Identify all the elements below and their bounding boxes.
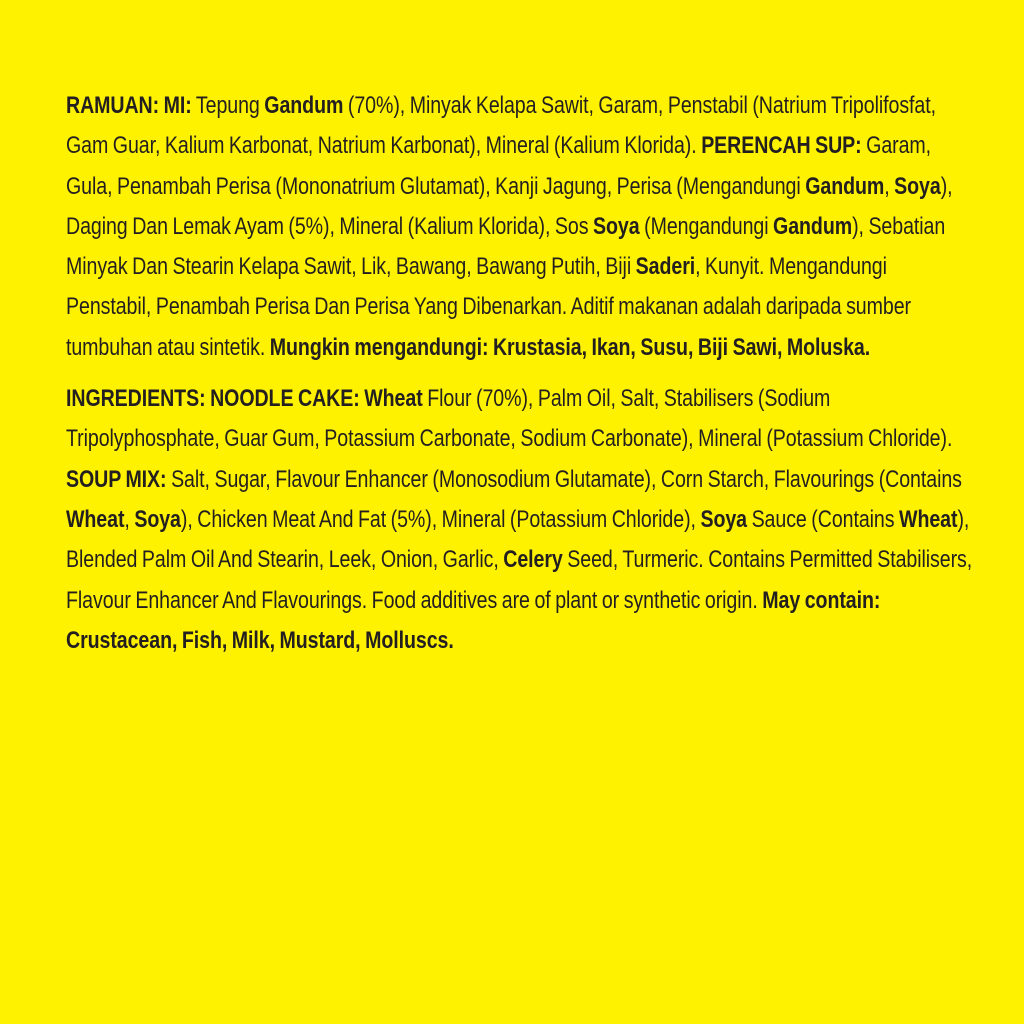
text-segment: Tepung [191, 92, 265, 119]
may-contain-warning-en: May contain: Crustacean, Fish, Milk, Mustard, Molluscs. [66, 586, 881, 654]
text-segment: Seed, Turmeric. Contains Permitted Stabilisers, Flavour Enhancer And Flavourings. Food additives are of plant or synthetic origin. [66, 546, 973, 614]
heading-perencah-sup: PERENCAH SUP: [701, 132, 862, 160]
allergen-gandum: Gandum [805, 172, 885, 200]
allergen-soya: Soya [593, 212, 640, 240]
heading-soup-mix: SOUP MIX: [66, 465, 167, 493]
allergen-wheat: Wheat [66, 505, 125, 533]
allergen-soya: Soya [894, 172, 941, 200]
text-segment: Garam, Gula, Penambah Perisa (Mononatrium Glutamat), Kanji Jagung, Perisa (Mengandungi [66, 132, 932, 200]
text-segment: ), Sebatian Minyak Dan Stearin Kelapa Sawit, Lik, Bawang, Bawang Putih, Biji [66, 212, 946, 281]
heading-ingredients-noodle-cake: INGREDIENTS: NOODLE CAKE: Wheat [66, 385, 423, 413]
text-segment: , [124, 505, 135, 533]
text-segment: ), Daging Dan Lemak Ayam (5%), Mineral (Kalium Klorida), Sos [66, 172, 953, 240]
heading-ramuan-mi: RAMUAN: MI: [66, 92, 192, 119]
text-segment: Flour (70%), Palm Oil, Salt, Stabilisers (Sodium Tripolyphosphate, Guar Gum, Potassium Carbonate, Sodium Carbonate), Mineral (Potassium Chloride). [66, 385, 953, 453]
text-segment: ), Blended Palm Oil And Stearin, Leek, Onion, Garlic, [66, 505, 970, 574]
ingredients-panel [66, 86, 976, 661]
allergen-wheat: Wheat [899, 505, 958, 533]
allergen-gandum: Gandum [264, 92, 344, 119]
text-segment: (70%), Minyak Kelapa Sawit, Garam, Penstabil (Natrium Tripolifosfat, Gam Guar, Kalium Karbonat, Natrium Karbonat), Mineral (Kalium Klorida). [66, 92, 936, 160]
english-ingredients-paragraph [66, 379, 976, 661]
allergen-saderi: Saderi [635, 253, 696, 281]
text-segment: Sauce (Contains [747, 505, 900, 533]
allergen-gandum: Gandum [773, 212, 853, 240]
text-segment: (Mengandungi [639, 212, 774, 240]
malay-ingredients-paragraph [66, 86, 976, 368]
allergen-soya: Soya [134, 505, 181, 533]
text-segment: ), Chicken Meat And Fat (5%), Mineral (Potassium Chloride), [180, 505, 701, 533]
text-segment: , [884, 172, 895, 200]
text-segment: , Kunyit. Mengandungi Penstabil, Penambah Perisa Dan Perisa Yang Dibenarkan. Aditif makanan adalah daripada sumber tumbuhan atau sintetik. [66, 253, 911, 361]
allergen-soya: Soya [700, 505, 747, 533]
text-segment: Salt, Sugar, Flavour Enhancer (Monosodium Glutamate), Corn Starch, Flavourings (Contains [166, 465, 962, 493]
may-contain-warning-ms: Mungkin mengandungi: Krustasia, Ikan, Susu, Biji Sawi, Moluska. [269, 333, 871, 361]
allergen-celery: Celery [503, 546, 563, 574]
